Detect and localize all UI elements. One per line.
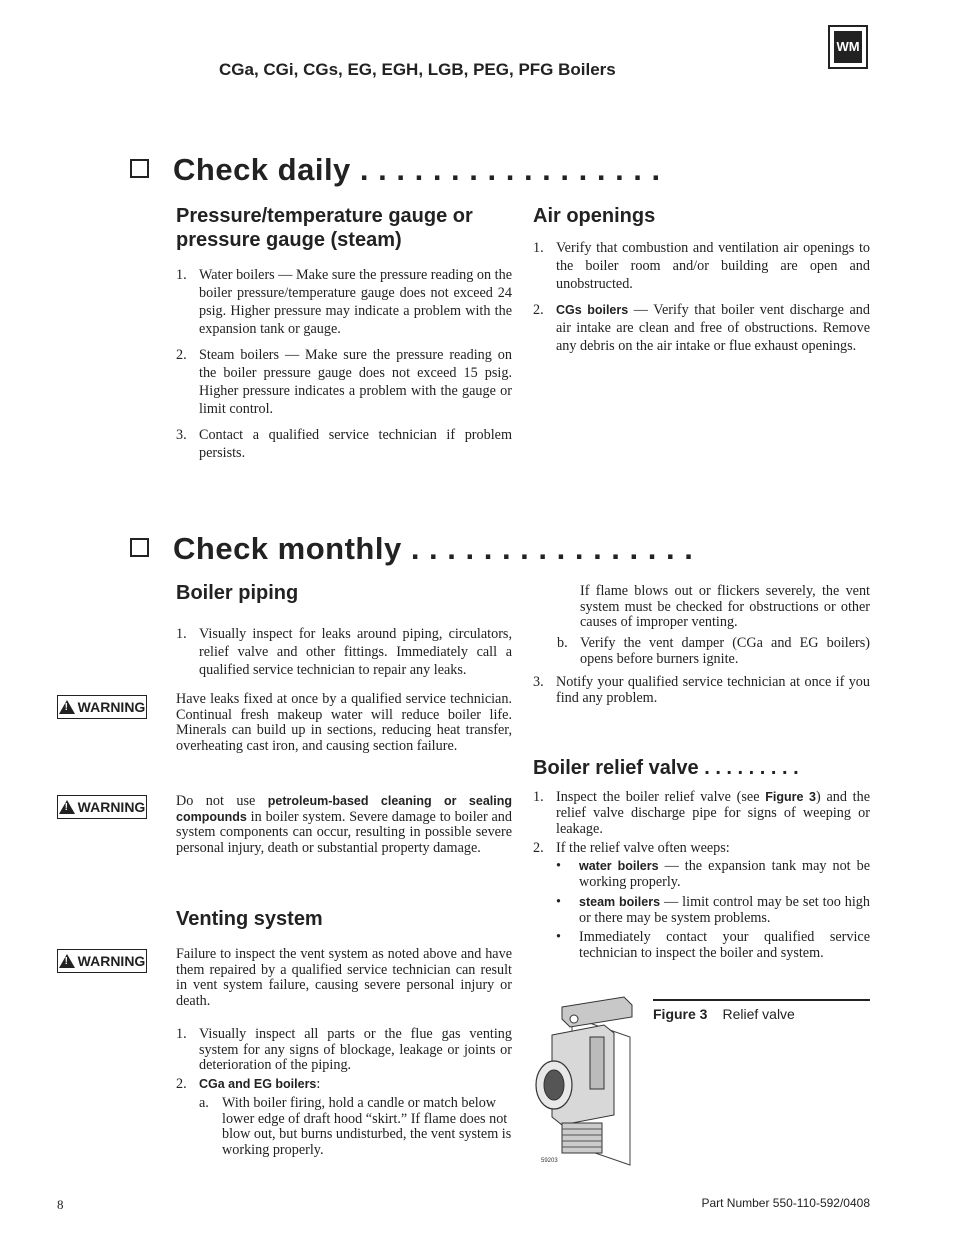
venting-system-title: Venting system [176, 908, 323, 930]
relief-bullet-list [556, 859, 870, 962]
pressure-gauge-title: Pressure/temperature gauge or pressure gauge (steam) [176, 205, 473, 251]
list-item: 3. Notify your qualified service technician at once if you find any problem. [533, 674, 870, 706]
check-monthly-heading-text: Check monthly . . . . . . . . . . . . . . . . [173, 531, 694, 566]
list-item: 1. Inspect the boiler relief valve (see Figure 3) and the relief valve discharge pipe for signs of weeping or leakage. [533, 789, 870, 837]
figure-rule [653, 999, 870, 1001]
venting-continuation: If flame blows out or flickers severely, the vent system must be checked for obstructions or other causes of improper venting. [580, 583, 870, 630]
figure-code: 59203 [541, 1158, 558, 1164]
list-item: 1. Water boilers — Make sure the pressure reading on the boiler pressure/temperature gauge does not exceed 24 psig. Higher pressure may indicate a problem with the expansion tank or gauge. [176, 267, 512, 337]
part-number: Part Number 550-110-592/0408 [701, 1196, 870, 1210]
list-item: • steam boilers — limit control may be set too high or there may be system problems. [556, 893, 870, 926]
air-openings-title: Air openings [533, 205, 656, 227]
warning-badge: ! WARNING [57, 949, 147, 973]
checkbox-icon [130, 538, 149, 557]
warning-triangle-icon: ! [59, 700, 75, 714]
checkbox-icon [130, 159, 149, 178]
list-item: • water boilers — the expansion tank may not be working properly. [556, 858, 870, 890]
document-header-title: CGa, CGi, CGs, EG, EGH, LGB, PEG, PFG Boilers [219, 60, 616, 79]
pressure-gauge-list [176, 266, 512, 462]
check-monthly-heading [130, 531, 693, 567]
venting-list-continued [533, 636, 870, 714]
venting-list [176, 1027, 512, 1166]
list-item: a. With boiler firing, hold a candle or match below lower edge of draft hood “skirt.” If flame does not blow out, but burns undisturbed, the vent system is working properly. [199, 1095, 512, 1158]
warning-text-venting: Failure to inspect the vent system as noted above and have them repaired by a qualified service technician can result in vent system failure, causing severe personal injury or death. [176, 946, 512, 1009]
list-item: 2. CGs boilers — Verify that boiler vent discharge and air intake are clean and free of obstructions. Remove any debris on the air intake or flue exhaust openings. [533, 302, 870, 354]
warning-triangle-icon: ! [59, 800, 75, 814]
pressure-gauge-section [176, 204, 512, 470]
list-item: • Immediately contact your qualified service technician to inspect the boiler and system. [556, 929, 870, 962]
boiler-relief-valve-title: Boiler relief valve . . . . . . . . . [533, 757, 799, 779]
list-item: 3. Contact a qualified service technician if problem persists. [176, 427, 512, 461]
check-daily-heading-text: Check daily . . . . . . . . . . . . . . . . . [173, 152, 661, 187]
page-number: 8 [57, 1197, 64, 1212]
boiler-piping-list [176, 625, 512, 687]
warning-badge: ! WARNING [57, 795, 147, 819]
relief-valve-illustration [532, 995, 637, 1167]
list-item: b. Verify the vent damper (CGa and EG boilers) opens before burners ignite. [557, 635, 870, 667]
warning-triangle-icon: ! [59, 954, 75, 968]
warning-text-leaks: Have leaks fixed at once by a qualified service technician. Continual fresh makeup water will reduce boiler life. Minerals can build up in sections, reducing heat transfer, overheating cast iron, and causing section failure. [176, 691, 512, 754]
warning-text-compounds: Do not use petroleum-based cleaning or sealing compounds in boiler system. Severe damage to boiler and system components can occur, resulting in possible severe personal injury, death or substantial property damage. [176, 793, 512, 856]
list-item: 1. Verify that combustion and ventilation air openings to the boiler room and/or building are open and unobstructed. [533, 240, 870, 292]
check-daily-heading [130, 152, 661, 188]
list-item: 1. Visually inspect all parts or the flue gas venting system for any signs of blockage, leakage or joints or deterioration of the piping. [176, 1026, 512, 1073]
list-item: 2. CGa and EG boilers: a. With boiler firing, hold a candle or match below lower edge of draft hood “skirt.” If flame does not blow out, but burns undisturbed, the vent system is working properly. [176, 1075, 512, 1158]
warning-badge: ! WARNING [57, 695, 147, 719]
list-item: 1. Visually inspect for leaks around piping, circulators, relief valve and other fittings. Immediately call a qualified service technician to repair any leaks. [176, 626, 512, 678]
air-openings-list [533, 239, 870, 355]
venting-sublist [199, 1096, 512, 1158]
list-item: 2. Steam boilers — Make sure the pressure reading on the boiler pressure gauge does not exceed 15 psig. Higher pressure indicates a problem with the gauge or limit control. [176, 347, 512, 417]
figure-caption: Figure 3 Relief valve [653, 1006, 795, 1022]
air-openings-section [533, 204, 870, 363]
company-logo [828, 25, 868, 69]
boiler-piping-title: Boiler piping [176, 582, 299, 604]
relief-valve-list [533, 790, 870, 970]
list-item: 2. If the relief valve often weeps: • water boilers — the expansion tank may not be working properly. • steam boilers — limit control may be set too high or there may be system problems. • Immediately contact your qualified service technician to inspect the boiler and system. [533, 840, 870, 962]
logo-mark: WM [834, 31, 862, 63]
